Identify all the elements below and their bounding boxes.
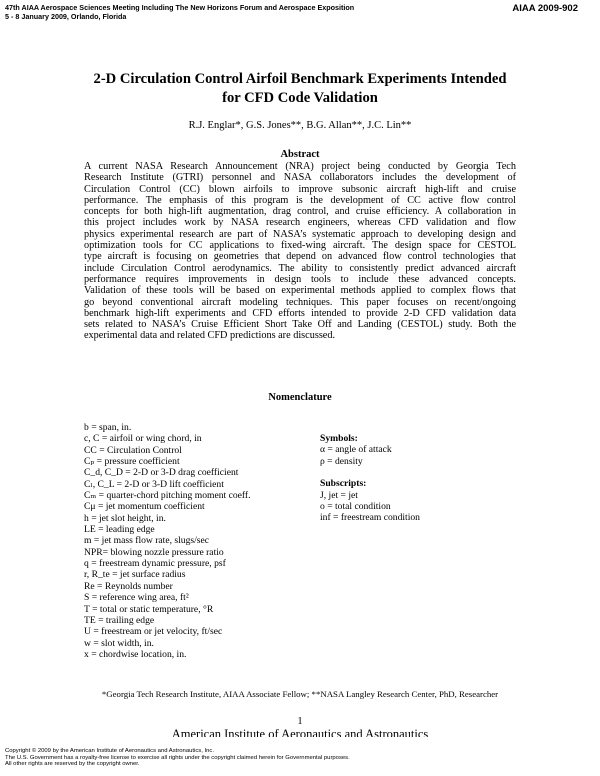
symbols-heading: Symbols: [320,433,358,444]
conference-line-2: 5 - 8 January 2009, Orlando, Florida [5,12,127,21]
nomenclature-entry: NPR= blowing nozzle pressure ratio [84,546,224,558]
symbol-entry: α = angle of attack [320,444,392,456]
abstract-line: A current NASA Research Announcement (NRA) project being conducted by Georgia Tech [84,161,516,172]
abstract-line: Validation of these tools will be based on experimental methods applied to complex flows that [84,285,516,297]
abstract-line: benchmark high-lift experiments and CFD efforts intended to provide 2-D CFD validation data [84,307,516,319]
paper-id: AIAA 2009-902 [512,3,578,14]
nomenclature-entry: T = total or static temperature, °R [84,603,214,615]
nomenclature-entry: Cμ = jet momentum coefficient [84,501,205,513]
abstract-line: include Circulation Control aerodynamics. The ability to consistently predict advanced aircraft [84,262,516,274]
author-footnote: *Georgia Tech Research Institute, AIAA Associate Fellow; **NASA Langley Research Center, PhD, Researcher [101,689,499,699]
abstract-body [84,161,516,342]
symbols-list [320,444,420,467]
nomenclature-entry: Cₘ = quarter-chord pitching moment coeff. [84,490,251,502]
nomenclature-entry: S = reference wing area, ft² [84,592,189,604]
nomenclature-entry: Cₗ, C_L = 2-D or 3-D lift coefficient [84,478,224,490]
conference-header [5,3,354,21]
abstract-line: concepts for both high-lift augmentation, drag control, and cruise efficiency. A collaboration in [84,206,516,218]
nomenclature-entry: C_d, C_D = 2-D or 3-D drag coefficient [84,467,239,479]
copyright-line: Copyright © 2009 by the American Institute of Aeronautics and Astronautics, Inc. [5,748,214,754]
nomenclature-right-column [320,433,420,524]
nomenclature-entry: CC = Circulation Control [84,444,182,456]
subscripts-list [320,490,420,524]
subscript-entry: o = total condition [320,501,391,513]
nomenclature-entry: c, C = airfoil or wing chord, in [84,433,202,445]
abstract-line: performance. The emphasis of this program is the development of CC active flow control [84,194,516,206]
title-line-1: 2-D Circulation Control Airfoil Benchmark Experiments Intended [93,71,507,87]
abstract-line: performance requires improvements in design tools to include these advanced concepts. [84,273,516,285]
nomenclature-entry: m = jet mass flow rate, slugs/sec [84,535,210,547]
nomenclature-entry: LE = leading edge [84,524,155,536]
authors: R.J. Englar*, G.S. Jones**, B.G. Allan**, J.C. Lin** [188,120,412,131]
abstract-line: go beyond conventional aircraft modeling techniques. This paper focuses on recent/ongoing [84,296,516,308]
nomenclature-entry: TE = trailing edge [84,614,155,626]
abstract-line: this project includes work by NASA research engineers, whereas CFD validation and flow [84,217,516,229]
abstract-heading: Abstract [280,149,320,160]
abstract-line: Research Institute (GTRI) personnel and NASA collaborators includes the development of [84,172,516,184]
institute-footer: American Institute of Aeronautics and Astronautics [171,727,429,737]
abstract-line: optimization tools for CC applications to fixed-wing aircraft. The design space for CESTOL [84,240,516,252]
nomenclature-entry: U = freestream or jet velocity, ft/sec [84,626,223,638]
copyright-line: The U.S. Government has a royalty-free license to exercise all rights under the copyright claimed herein for Governmental purposes. [5,754,350,761]
nomenclature-entry: w = slot width, in. [84,637,154,649]
copyright-line: All other rights are reserved by the copyright owner. [5,761,140,768]
nomenclature-entry: Cₚ = pressure coefficient [84,456,180,468]
conference-line-1: 47th AIAA Aerospace Sciences Meeting Including The New Horizons Forum and Aerospace Exposition [5,3,355,12]
subscript-entry: inf = freestream condition [320,512,420,524]
paper-title [60,70,540,108]
nomenclature-entry: q = freestream dynamic pressure, psf [84,558,226,570]
nomenclature-list [84,422,251,660]
nomenclature-entry: Re = Reynolds number [84,580,173,592]
nomenclature-entry: x = chordwise location, in. [84,648,187,660]
copyright-notice [5,748,350,768]
abstract-line: type aircraft is focusing on geometries that depend on advanced flow control technologies that [84,251,516,263]
symbol-entry: ρ = density [320,455,363,467]
abstract-line: physics experimental research are part of NASA’s systematic approach to developing design and [84,228,516,240]
title-line-2: for CFD Code Validation [222,90,378,106]
abstract-line: sets related to NASA’s Cruise Efficient Short Take Off and Landing (CESTOL) study. Both the [84,319,516,331]
nomenclature-entry: r, R_te = jet surface radius [84,569,186,581]
page-number: 1 [297,716,303,727]
subscripts-heading: Subscripts: [320,478,367,490]
subscript-entry: J, jet = jet [320,489,358,501]
abstract-line: experimental data and related CFD predictions are discussed. [84,330,336,342]
nomenclature-heading: Nomenclature [268,392,332,403]
abstract-line: Circulation Control (CC) blown airfoils to improve subsonic aircraft high-lift and cruise [84,183,516,195]
nomenclature-entry: h = jet slot height, in. [84,512,166,524]
nomenclature-entry: b = span, in. [84,422,132,433]
